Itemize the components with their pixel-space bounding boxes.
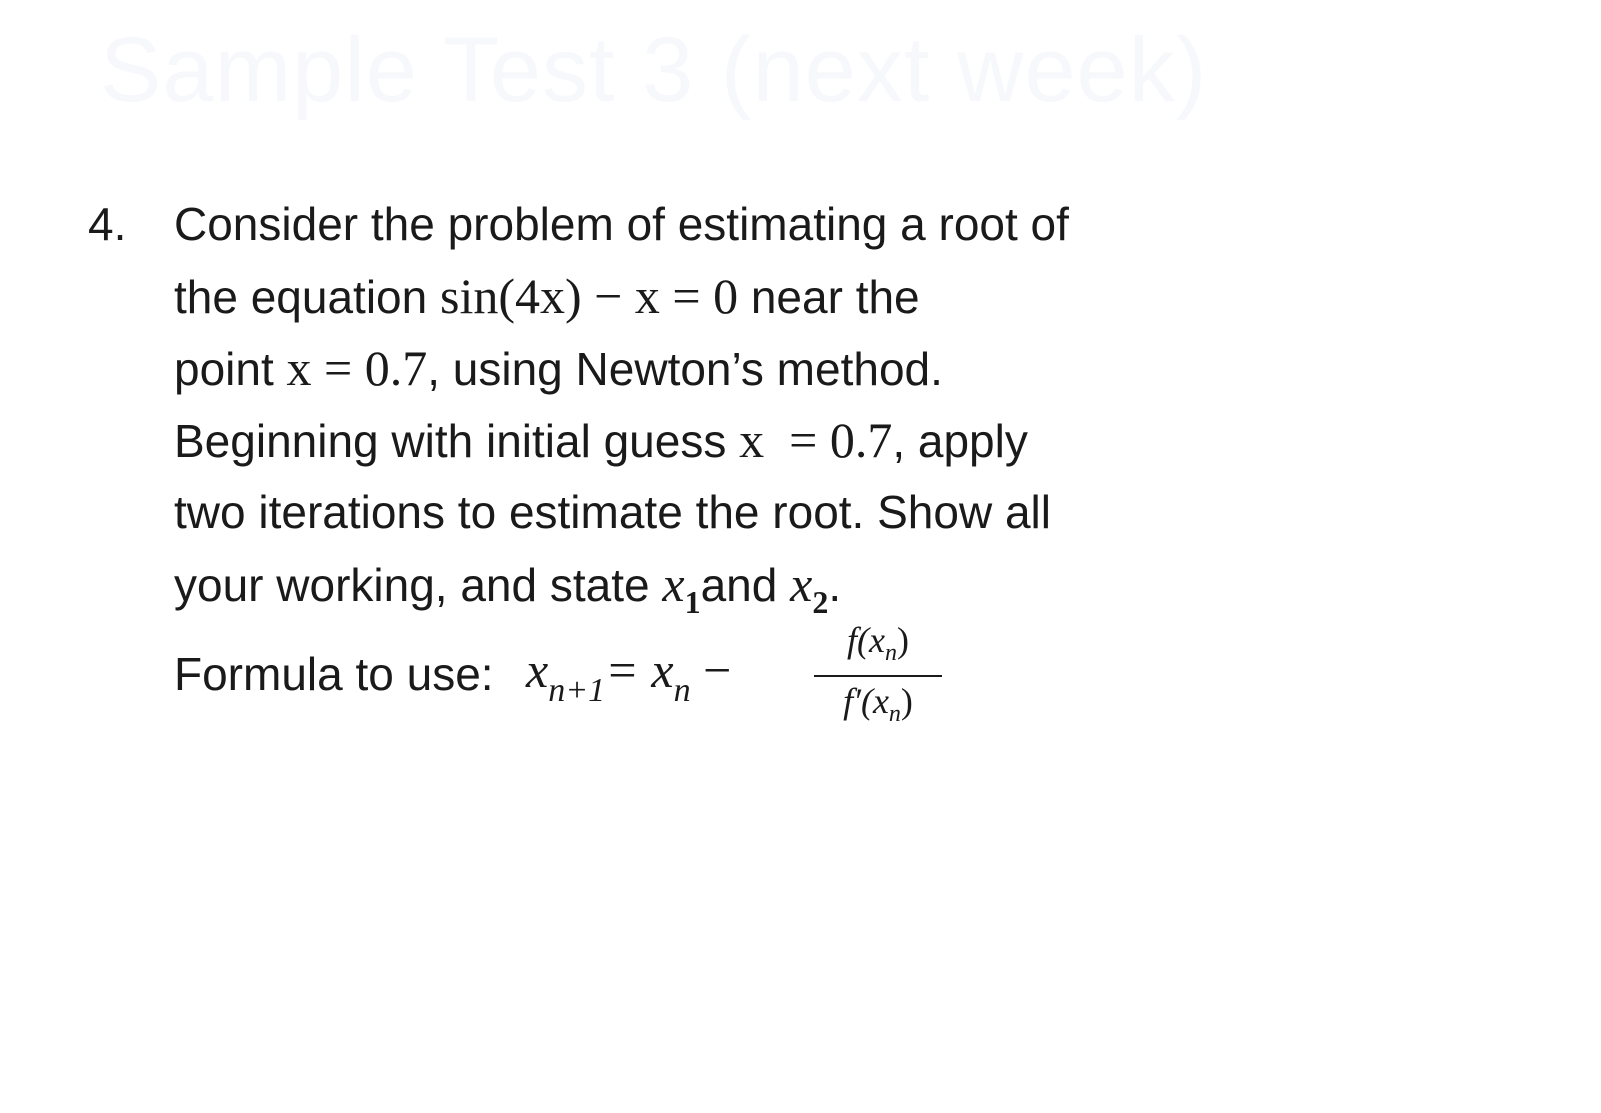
numerator-subscript: [885, 640, 897, 666]
question-line-6: [174, 548, 1274, 620]
x1-subscript: 1: [684, 584, 701, 620]
formula-lhs-subscript: [548, 672, 605, 709]
text-segment: near the: [738, 271, 920, 323]
denominator-subscript: [889, 701, 901, 727]
formula-rhs-sub-text: n: [673, 672, 691, 709]
text-segment: the equation: [174, 271, 441, 323]
x2-var: x: [790, 556, 813, 612]
text-segment: .: [828, 559, 842, 611]
question-body: [174, 188, 1274, 730]
numerator-close: ): [896, 620, 909, 660]
question-line-4: [174, 404, 1274, 476]
question-line-1: Consider the problem of estimating a root of: [174, 198, 1069, 250]
formula-fraction: [814, 620, 942, 736]
formula-rhs-subscript: [674, 672, 691, 709]
denominator-text: f′(x: [843, 681, 889, 722]
question-line-2: [174, 260, 1274, 332]
point-value: x = 0.7: [286, 340, 428, 396]
text-segment: point: [174, 343, 287, 395]
question-line-5: two iterations to estimate the root. Show all: [174, 486, 1051, 538]
formula-x: x: [526, 642, 549, 698]
numerator-text: f(x: [847, 620, 885, 660]
question-number: 4.: [88, 198, 127, 250]
text-segment: and: [700, 559, 791, 611]
numerator-sub-text: n: [884, 640, 897, 667]
x2-symbol: [790, 556, 829, 620]
faded-title: Sample Test 3 (next week): [100, 19, 1208, 121]
x2-subscript: 2: [812, 584, 829, 620]
fraction-numerator: [814, 620, 942, 677]
formula-expression: [526, 634, 731, 713]
formula-lhs-sub-text: n+1: [548, 672, 606, 709]
formula-minus: −: [690, 642, 732, 698]
question-line-3: [174, 332, 1274, 404]
x1-var: x: [662, 556, 685, 612]
denominator-close: ): [900, 681, 913, 722]
text-segment: , apply: [892, 415, 1028, 467]
equation: sin(4x) − x = 0: [440, 268, 739, 324]
text-segment: Beginning with initial guess: [174, 415, 740, 467]
x1-symbol: [662, 556, 701, 620]
formula-label: Formula to use:: [174, 648, 494, 700]
initial-guess: x = 0.7: [739, 412, 893, 468]
text-segment: , using Newton’s method.: [427, 343, 943, 395]
denominator-sub-text: n: [888, 701, 901, 728]
fraction-denominator: [814, 677, 942, 736]
text-segment: your working, and state: [174, 559, 663, 611]
formula-line: [174, 620, 1274, 730]
formula-equals: = x: [605, 642, 674, 698]
